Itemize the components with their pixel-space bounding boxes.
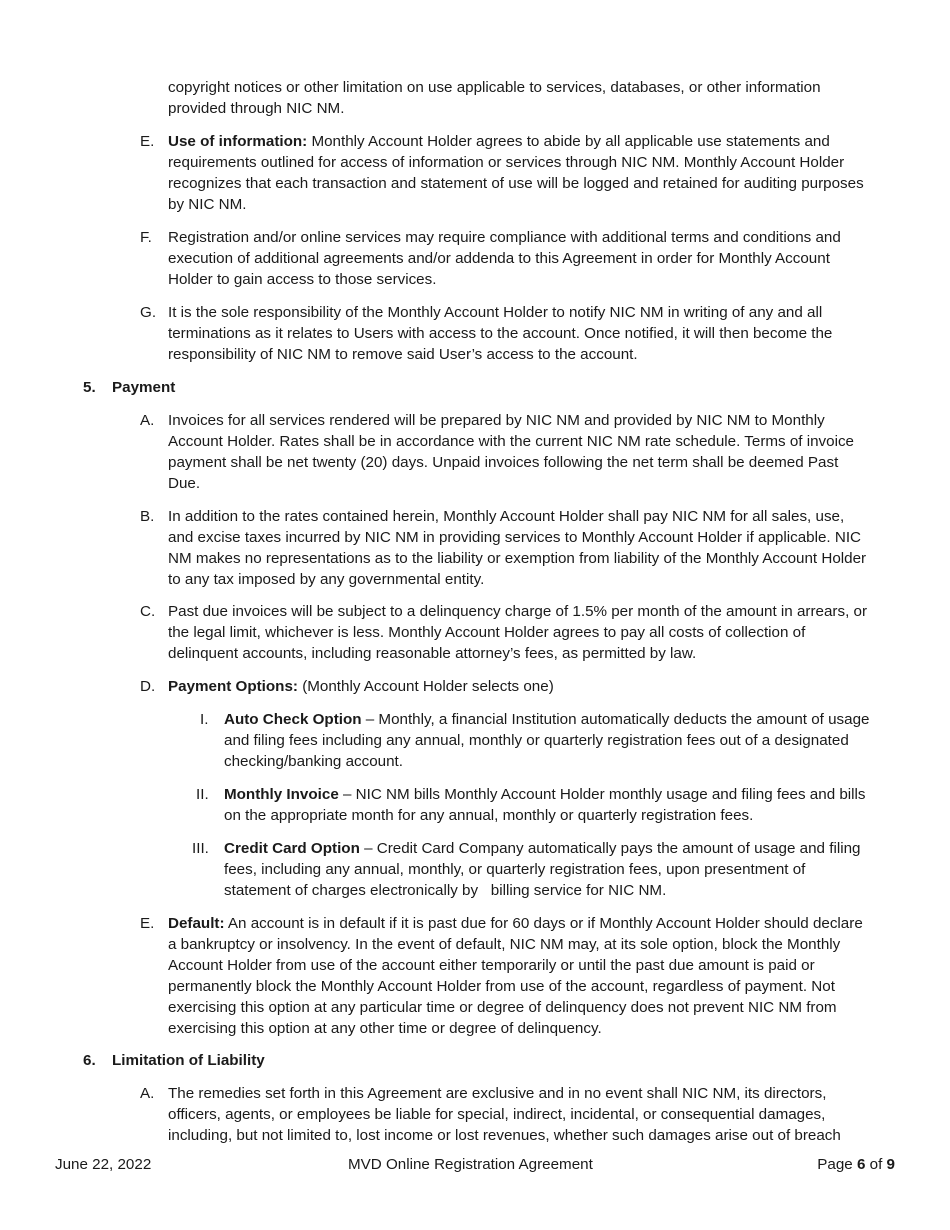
option-title: Credit Card Option — [224, 840, 360, 857]
footer-page-number: Page 6 of 9 — [817, 1156, 895, 1173]
footer-date: June 22, 2022 — [55, 1156, 152, 1173]
section-title: Payment — [112, 379, 176, 396]
list-item-text: Registration and/or online services may require compliance with additional terms and conditions and execution of additional agreements and/or addenda to this Agreement in order for Monthly Account Holder to gain access to those services. — [168, 229, 841, 288]
section-title: Limitation of Liability — [112, 1052, 265, 1069]
payment-option — [190, 709, 870, 772]
footer-document-title: MVD Online Registration Agreement — [348, 1156, 593, 1173]
list-item — [140, 131, 870, 215]
list-item — [140, 227, 870, 290]
list-item-text: It is the sole responsibility of the Monthly Account Holder to notify NIC NM in writing of any and all terminations as it relates to Users with access to the account. Once notified, it will then become the responsibility of NIC NM to remove said User’s access to the account. — [168, 304, 833, 363]
option-marker: II. — [196, 786, 209, 803]
list-item-text: The remedies set forth in this Agreement are exclusive and in no event shall NIC NM, its directors, officers, agents, or employees be liable for special, indirect, incidental, or consequential damages, including, but not limited to, lost income or lost revenues, whether such damages arise out of breach — [168, 1085, 841, 1144]
list-marker: C. — [140, 603, 156, 620]
list-item — [140, 601, 870, 664]
list-item — [140, 1083, 870, 1146]
section-number: 6. — [83, 1052, 96, 1069]
continued-paragraph: copyright notices or other limitation on use applicable to services, databases, or other information provided through NIC NM. — [168, 79, 821, 117]
payment-option — [190, 838, 870, 901]
term-heading: Default: — [168, 915, 225, 932]
option-title: Auto Check Option — [224, 711, 362, 728]
section-number: 5. — [83, 379, 96, 396]
list-item-text: Payment Options: (Monthly Account Holder selects one) — [168, 678, 554, 695]
section-heading — [83, 377, 175, 398]
list-item-text: Default: An account is in default if it is past due for 60 days or if Monthly Account Holder should declare a bankruptcy or insolvency. In the event of default, NIC NM may, at its sole option, block the Monthly Account Holder from use of the account either temporarily or until the past due amount is paid or permanently block the Monthly Account Holder from use of the account, regardless of payment. Not exercising this option at any particular time or degree of delinquency does not prevent NIC NM from exercising this option at any other time or degree of delinquency. — [168, 915, 863, 1037]
list-marker: B. — [140, 508, 155, 525]
option-text: Auto Check Option – Monthly, a financial Institution automatically deducts the amount of usage and filing fees including any annual, monthly or quarterly registration fees out of a designated checking/banking account. — [224, 711, 870, 770]
page-footer — [55, 1154, 895, 1176]
list-item — [140, 676, 870, 697]
list-item — [140, 302, 870, 365]
option-marker: I. — [200, 711, 209, 728]
term-heading: Use of information: — [168, 133, 308, 150]
list-marker: E. — [140, 133, 155, 150]
list-marker: E. — [140, 915, 155, 932]
list-item — [140, 410, 870, 494]
payment-option — [190, 784, 870, 826]
list-marker: F. — [140, 229, 152, 246]
list-item-text: Past due invoices will be subject to a delinquency charge of 1.5% per month of the amount in arrears, or the legal limit, whichever is less. Monthly Account Holder agrees to pay all costs of collection of delinquent accounts, including reasonable attorney’s fees, as permitted by law. — [168, 603, 868, 662]
list-item — [140, 913, 870, 1039]
list-item-text: In addition to the rates contained herein, Monthly Account Holder shall pay NIC NM for all sales, use, and excise taxes incurred by NIC NM in providing services to Monthly Account Holder if applicable. NIC NM makes no representations as to the liability or exemption from liability of the Monthly Account Holder to any tax imposed by any governmental entity. — [168, 508, 867, 588]
list-marker: A. — [140, 1085, 155, 1102]
option-text: Credit Card Option – Credit Card Company automatically pays the amount of usage and filing fees, including any annual, monthly, or quarterly registration fees, upon presentment of statement of charges electronically by billing service for NIC NM. — [224, 840, 865, 899]
option-text: Monthly Invoice – NIC NM bills Monthly Account Holder monthly usage and filing fees and bills on the appropriate month for any annual, monthly or quarterly registration fees. — [224, 786, 866, 824]
list-item-text: Use of information: Monthly Account Holder agrees to abide by all applicable use statements and requirements outlined for access of information or services through NIC NM. Monthly Account Holder recognizes that each transaction and statement of use will be logged and retained for auditing purposes by NIC NM. — [168, 133, 864, 213]
list-marker: G. — [140, 304, 157, 321]
option-marker: III. — [192, 840, 209, 857]
list-item-text: Invoices for all services rendered will be prepared by NIC NM and provided by NIC NM to Monthly Account Holder. Rates shall be in accordance with the current NIC NM rate schedule. Terms of invoice payment shall be net twenty (20) days. Unpaid invoices following the net term shall be deemed Past Due. — [168, 412, 855, 492]
section-heading — [83, 1050, 265, 1071]
option-title: Monthly Invoice — [224, 786, 339, 803]
list-marker: A. — [140, 412, 155, 429]
list-marker: D. — [140, 678, 156, 695]
term-heading: Payment Options: — [168, 678, 298, 695]
list-item — [140, 506, 870, 590]
